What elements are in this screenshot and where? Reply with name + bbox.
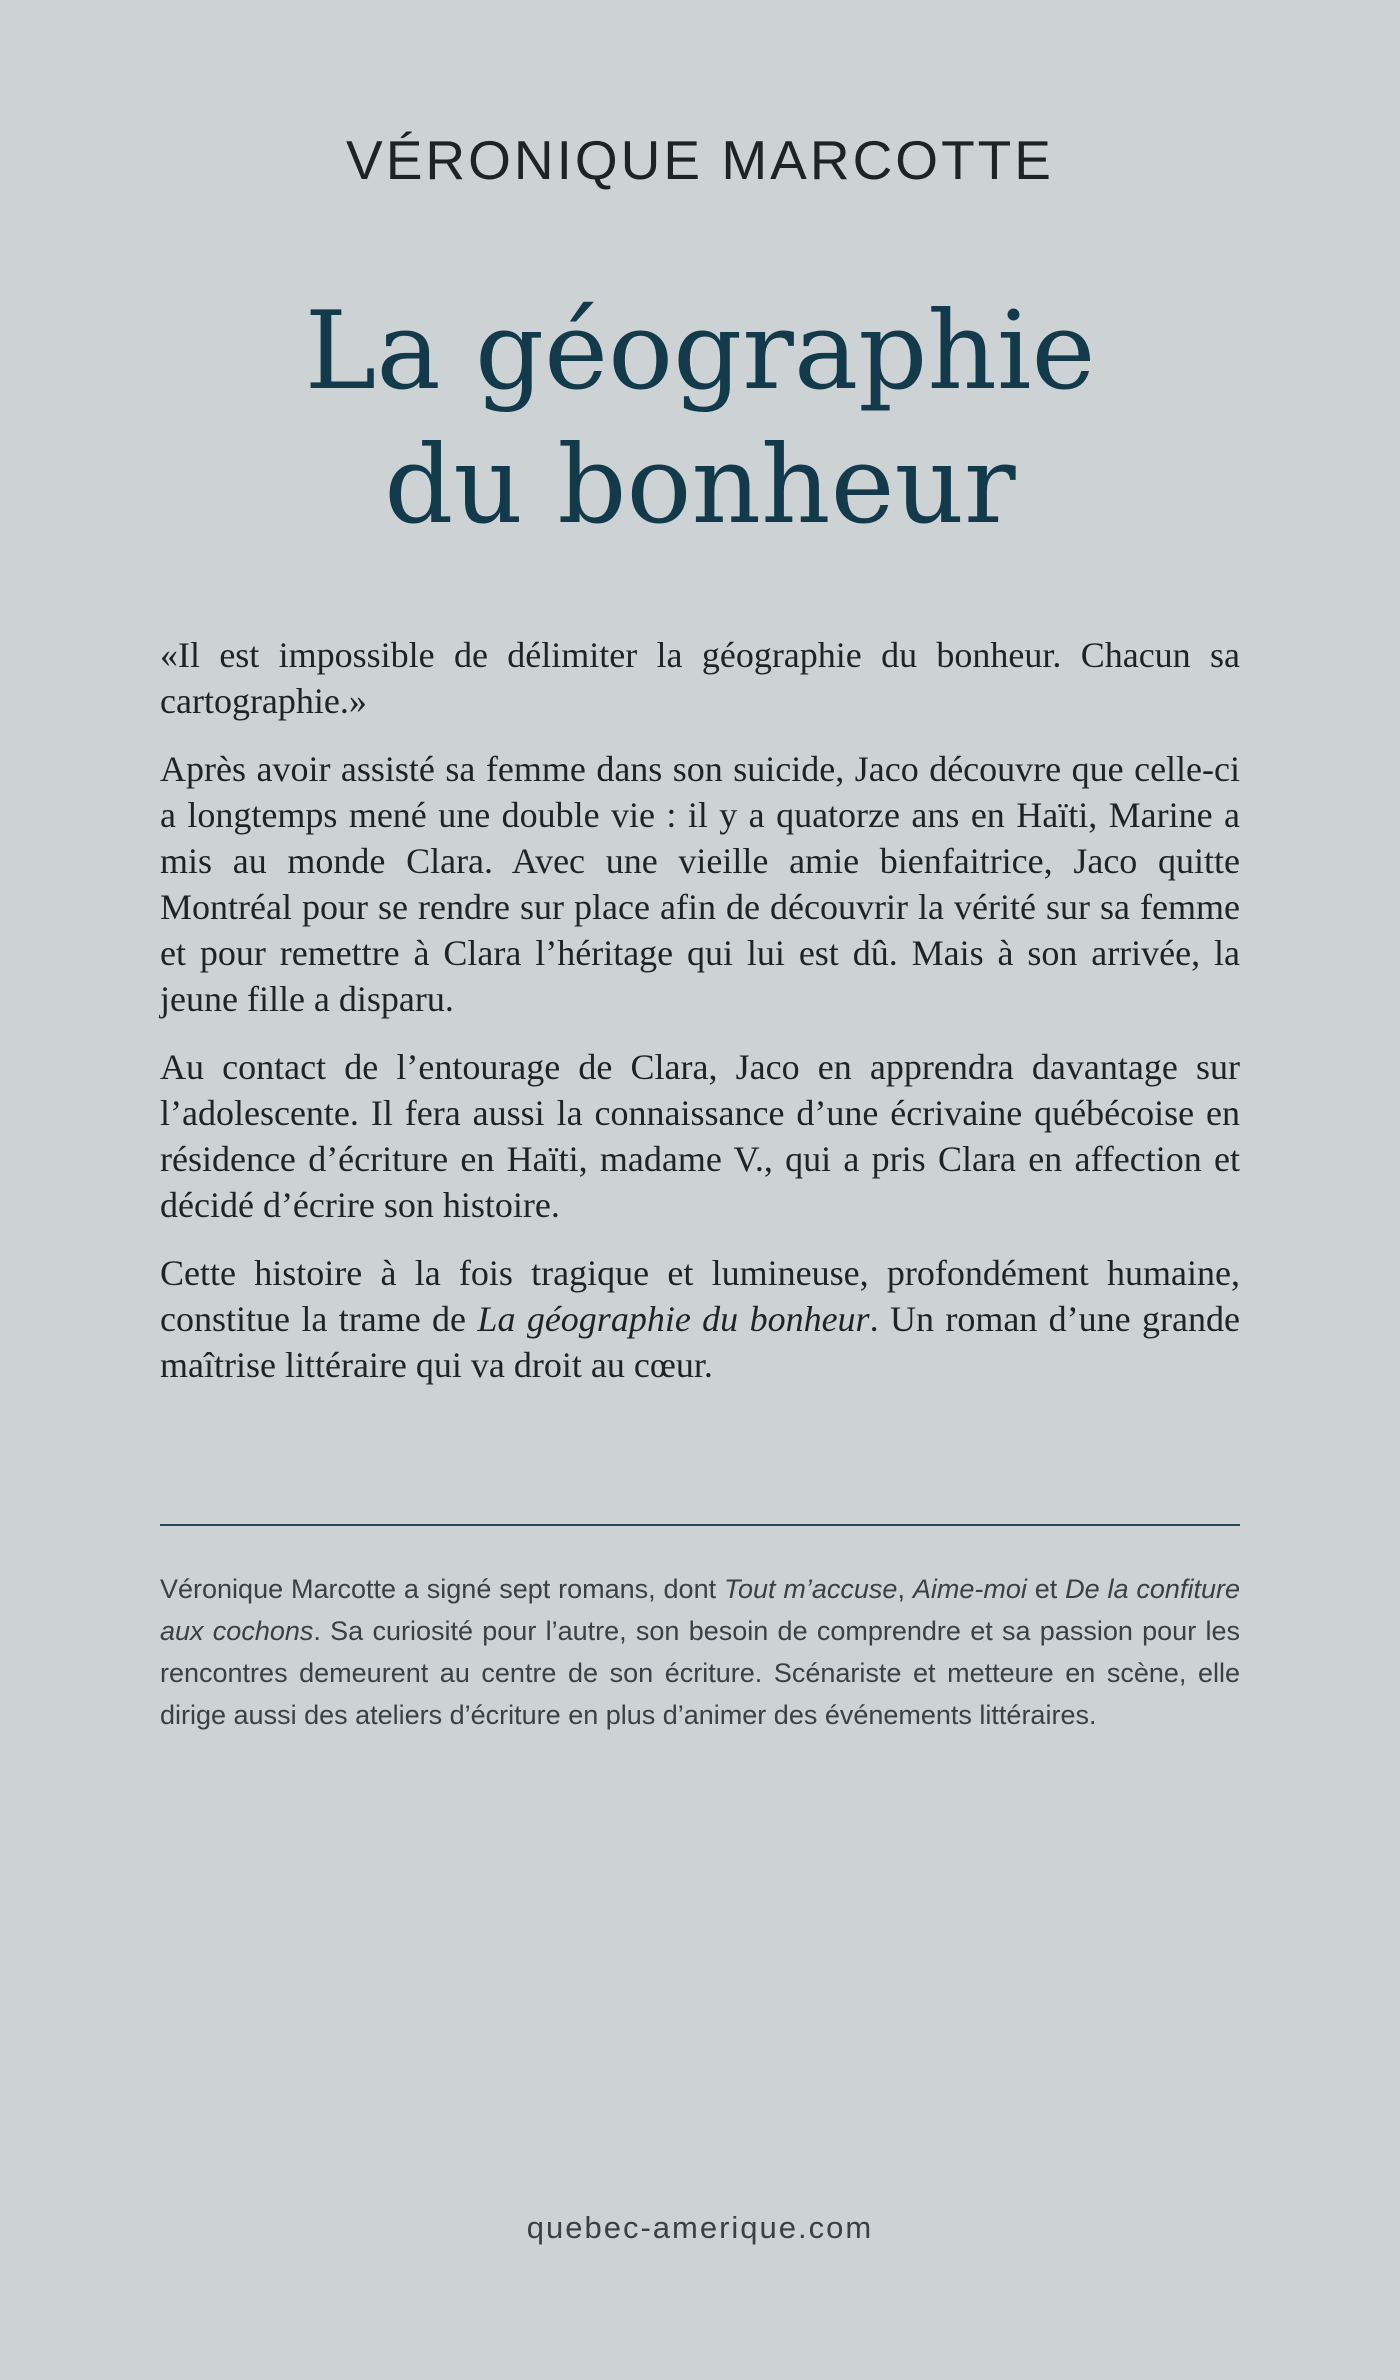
blurb-paragraph-2: Au contact de l’entourage de Clara, Jaco en apprendra davantage sur l’adolescente. Il fera aussi la connaissance d’une écrivaine québécoise en résidence d’écriture en Haïti, madame V., qui a pris Clara en affection et décidé d’écrire son histoire. (160, 1047, 1240, 1225)
blurb-paragraph-3-text-start: Cette histoire à la fois tragique et lumineuse, profondément humaine, constitue la trame de (160, 1253, 1240, 1339)
bio-book-3: De la confiture aux cochons (160, 1574, 1240, 1646)
book-blurb (160, 632, 1240, 1410)
bio-separator-2: et (1026, 1574, 1066, 1604)
bio-text-start: Véronique Marcotte a signé sept romans, dont (160, 1574, 724, 1604)
blurb-quote: «Il est impossible de délimiter la géographie du bonheur. Chacun sa cartographie.» (160, 635, 1240, 721)
book-title (0, 285, 1400, 553)
blurb-paragraph-1: Après avoir assisté sa femme dans son suicide, Jaco découvre que celle-ci a longtemps mené une double vie : il y a quatorze ans en Haïti, Marine a mis au monde Clara. Avec une vieille amie bienfaitrice, Jaco quitte Montréal pour se rendre sur place afin de découvrir la vérité sur sa femme et pour remettre à Clara l’héritage qui lui est dû. Mais à son arrivée, la jeune fille a disparu. (160, 749, 1240, 1019)
bio-book-2: Aime-moi (912, 1574, 1027, 1604)
publisher-website: quebec-amerique.com (526, 2210, 874, 2245)
blurb-paragraph-3 (160, 1250, 1240, 1388)
blurb-paragraph-3-text-end: . Un roman d’une grande maîtrise littéraire qui va droit au cœur. (160, 1299, 1240, 1385)
author-bio (160, 1568, 1240, 1736)
book-title-line-2: du bonheur (384, 423, 1016, 548)
bio-book-1: Tout m’accuse (723, 1574, 898, 1604)
bio-separator-1: , (897, 1574, 913, 1604)
bio-text-end: . Sa curiosité pour l’autre, son besoin de comprendre et sa passion pour les rencontres demeurent au centre de son écriture. Scénariste et metteure en scène, elle dirige aussi des ateliers d’écriture en plus d’animer des événements littéraires. (160, 1616, 1240, 1730)
author-name: VÉRONIQUE MARCOTTE (346, 129, 1054, 191)
book-title-line-1: La géographie (304, 289, 1096, 414)
section-divider (160, 1524, 1240, 1526)
blurb-book-title-italic: La géographie du bonheur (477, 1299, 870, 1339)
